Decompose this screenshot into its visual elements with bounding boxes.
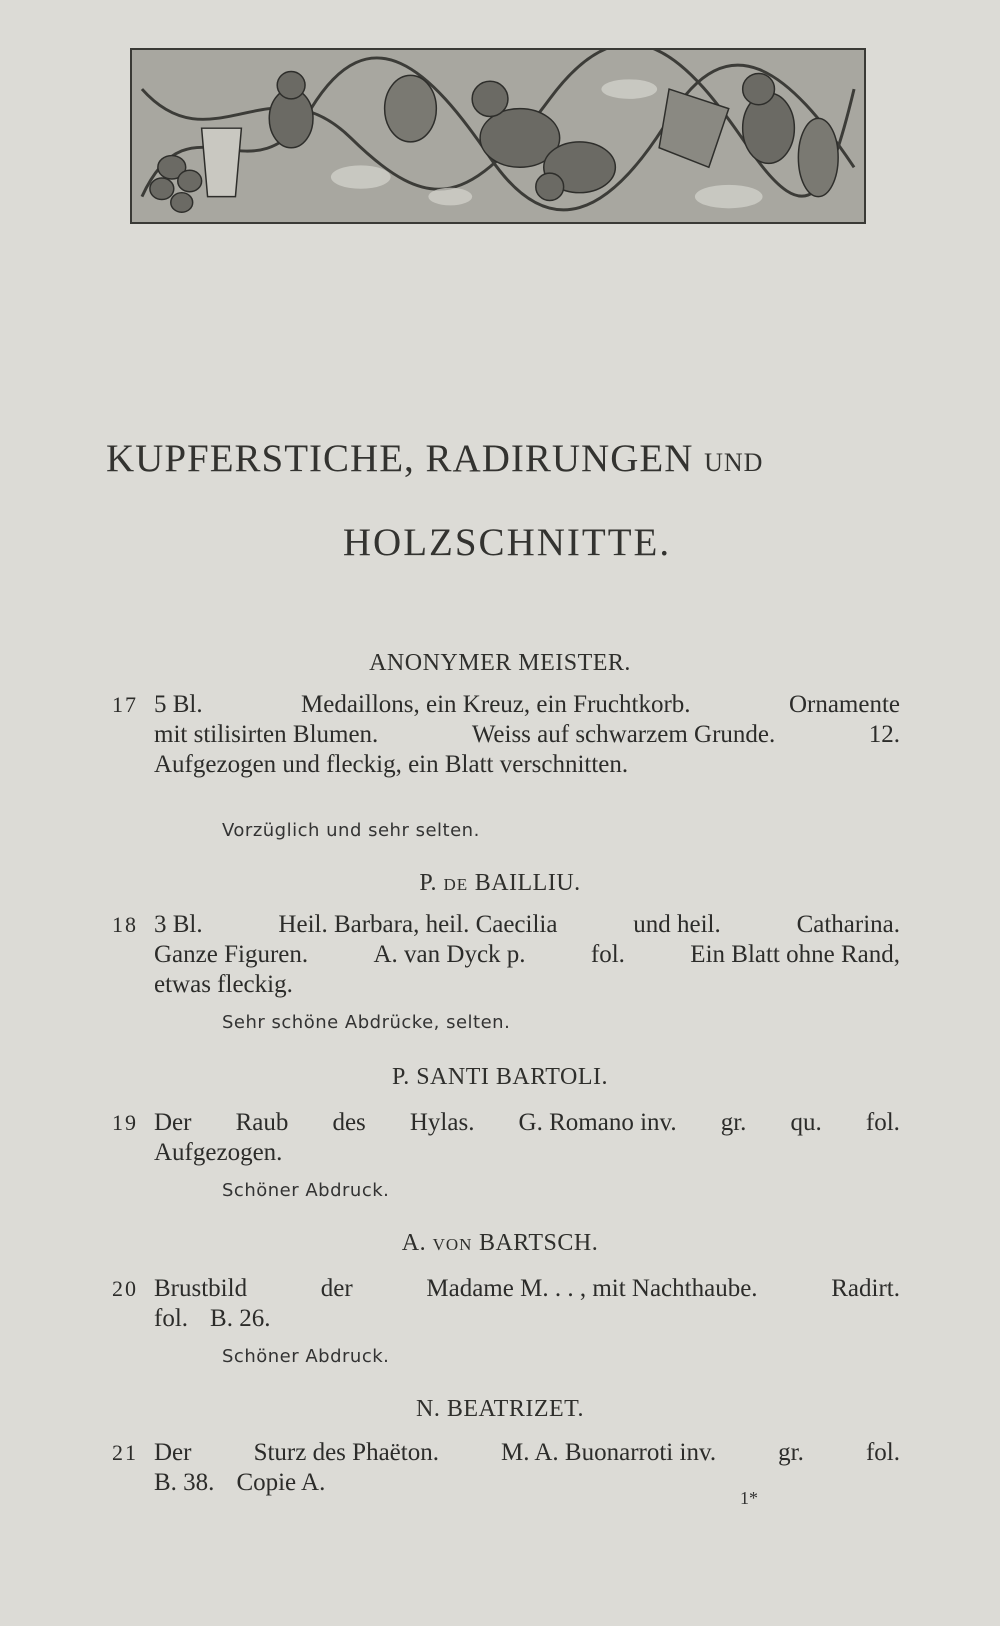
entry-text: Radirt. — [831, 1275, 900, 1302]
entry-text: Brustbild — [154, 1275, 248, 1302]
entry-text: 12. — [868, 721, 900, 748]
entry-note: Schöner Abdruck. — [222, 1346, 390, 1367]
catalog-entry — [112, 1108, 900, 1168]
entry-text: gr. — [720, 1109, 747, 1136]
entry-text: Copie A. — [236, 1469, 326, 1496]
title-und: UND — [704, 448, 764, 477]
entry-line — [112, 970, 900, 1000]
heading-name: BARTSCH. — [478, 1230, 599, 1256]
entry-text: B. 38. — [154, 1469, 215, 1496]
entry-line — [112, 720, 900, 750]
entry-line — [112, 750, 900, 780]
entry-text: mit stilisirten Blumen. — [154, 721, 379, 748]
entry-text: Der — [154, 1439, 192, 1466]
entry-text: Ein Blatt ohne Rand, — [690, 941, 900, 968]
entry-text: Ganze Figuren. — [154, 941, 309, 968]
entry-text: fol. — [865, 1109, 900, 1136]
entry-note: Vorzüglich und sehr selten. — [222, 820, 480, 841]
section-heading: ANONYMER MEISTER. — [369, 650, 631, 676]
entry-text: der — [320, 1275, 353, 1302]
entry-text: Ornamente — [788, 691, 900, 718]
ornament-illustration — [132, 50, 864, 222]
entry-note: Sehr schöne Abdrücke, selten. — [222, 1012, 511, 1033]
entry-text: und heil. — [633, 911, 721, 938]
page-signature: 1* — [740, 1488, 758, 1508]
entry-line — [112, 940, 900, 970]
catalog-entry — [112, 1438, 900, 1498]
entry-number: 19 — [112, 1110, 138, 1135]
entry-line — [112, 1274, 900, 1304]
entry-text: gr. — [778, 1439, 804, 1466]
entry-text: Heil. Barbara, heil. Caecilia — [278, 911, 558, 938]
entry-text: fol. — [865, 1439, 900, 1466]
entry-text: A. van Dyck p. — [373, 941, 526, 968]
entry-note: Schöner Abdruck. — [222, 1180, 390, 1201]
title-main-text: KUPFERSTICHE, RADIRUNGEN — [106, 437, 694, 480]
entry-line — [112, 1138, 900, 1168]
entry-number: 21 — [112, 1440, 138, 1465]
entry-text: Hylas. — [409, 1109, 475, 1136]
heading-particle: DE — [443, 875, 469, 894]
catalog-entry — [112, 1274, 900, 1334]
section-heading — [0, 870, 1000, 897]
entry-text: Sturz des Phaëton. — [253, 1439, 439, 1466]
entry-text: B. 26. — [210, 1305, 271, 1332]
entry-text: qu. — [790, 1109, 822, 1136]
page-title-line-1 — [106, 436, 896, 481]
heading-initial: P. — [419, 870, 438, 896]
entry-text: Aufgezogen. — [154, 1139, 283, 1166]
entry-text: Aufgezogen und fleckig, ein Blatt verschnitten. — [154, 751, 629, 778]
entry-text: Catharina. — [796, 911, 900, 938]
entry-text: Raub — [235, 1109, 289, 1136]
entry-text: M. A. Buonarroti inv. — [501, 1439, 717, 1466]
section-heading: N. BEATRIZET. — [415, 1396, 585, 1422]
entry-number: 20 — [112, 1276, 138, 1301]
section-heading — [0, 1230, 1000, 1257]
entry-number: 17 — [112, 692, 138, 717]
entry-text: Medaillons, ein Kreuz, ein Fruchtkorb. — [301, 691, 691, 718]
entry-text: Madame M. . . , mit Nachthaube. — [426, 1275, 758, 1302]
entry-text: des — [332, 1109, 366, 1136]
entry-text: fol. — [154, 1305, 189, 1332]
entry-text: 5 Bl. — [154, 691, 203, 718]
entry-text: 3 Bl. — [154, 911, 203, 938]
entry-line — [112, 1304, 900, 1334]
entry-line — [112, 1468, 900, 1498]
entry-line — [112, 1438, 900, 1468]
section-heading: P. SANTI BARTOLI. — [392, 1064, 608, 1090]
entry-text: fol. — [590, 941, 625, 968]
ornamental-headpiece — [130, 48, 866, 224]
heading-initial: A. — [401, 1230, 427, 1256]
catalog-entry — [112, 690, 900, 780]
catalog-entry — [112, 910, 900, 1000]
entry-line — [112, 910, 900, 940]
heading-particle: VON — [432, 1235, 473, 1254]
heading-name: BAILLIU. — [474, 870, 581, 896]
entry-text: G. Romano inv. — [518, 1109, 677, 1136]
page-title-line-2: HOLZSCHNITTE. — [342, 521, 672, 564]
entry-text: etwas fleckig. — [154, 971, 293, 998]
entry-text: Weiss auf schwarzem Grunde. — [471, 721, 776, 748]
entry-text: Der — [154, 1109, 192, 1136]
entry-line — [112, 690, 900, 720]
entry-line — [112, 1108, 900, 1138]
entry-number: 18 — [112, 912, 138, 937]
